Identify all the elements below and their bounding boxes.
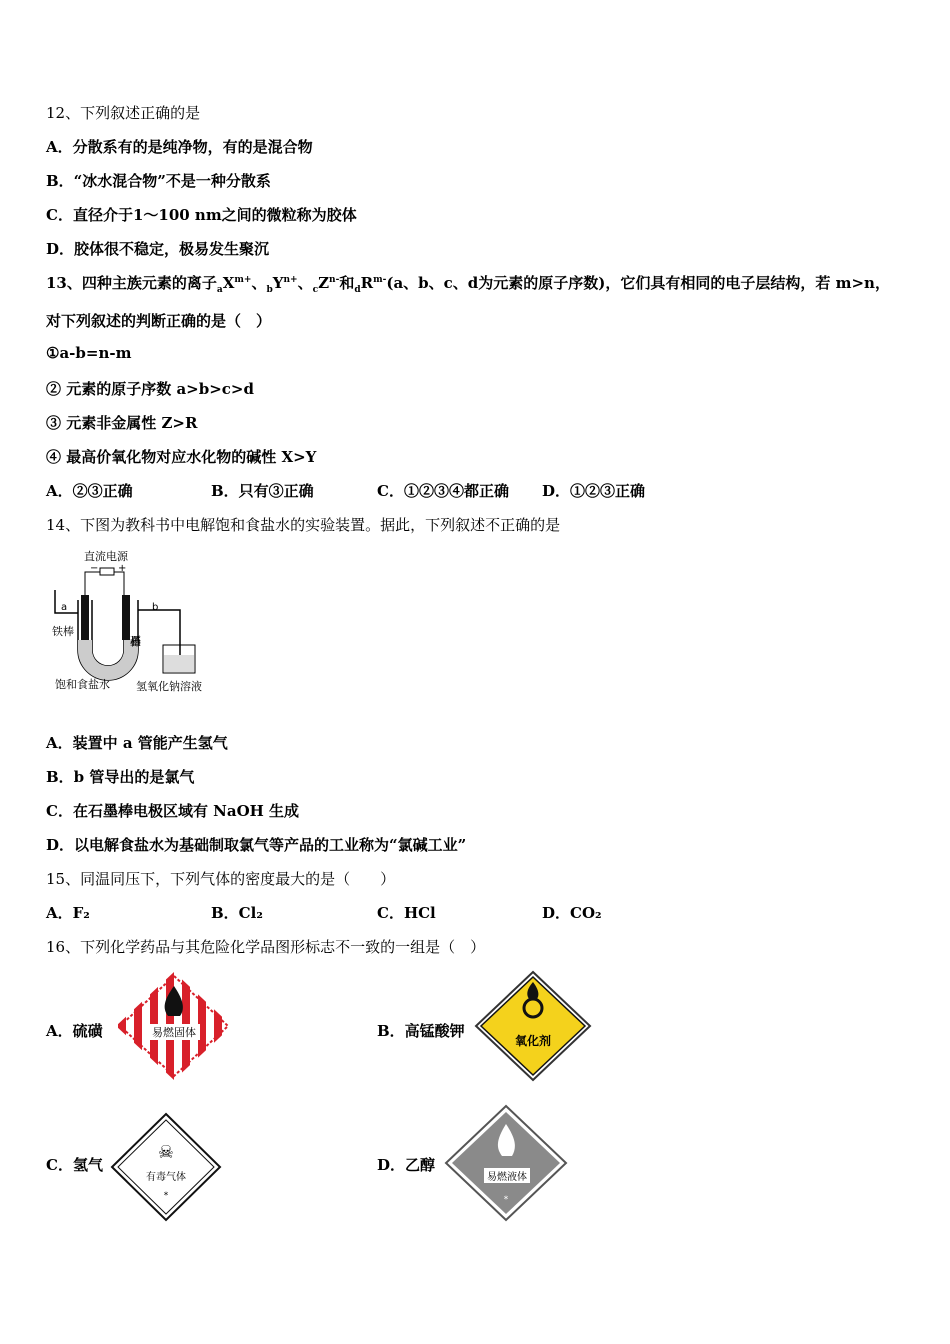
ion-sub: a	[216, 285, 223, 295]
ion-sub: d	[354, 285, 361, 295]
star-mark: *	[503, 1195, 509, 1205]
toxic-gas-sign	[108, 1110, 224, 1224]
ion-z: Z	[318, 274, 330, 292]
q15-option-a: A．F₂	[46, 904, 90, 922]
ion-sup: n+	[283, 275, 298, 285]
tube-b-label: b	[152, 602, 159, 613]
ion-sup: m+	[234, 275, 252, 285]
power-label: 直流电源	[84, 550, 128, 563]
plus-label: +	[118, 563, 127, 574]
sign-label: 氧化剂	[514, 1034, 552, 1048]
skull-icon: ☠	[157, 1142, 175, 1163]
q15-stem: 15、同温同压下，下列气体的密度最大的是（ ）	[46, 870, 396, 888]
ion-r: R	[360, 274, 374, 292]
q14-option-a: A．装置中 a 管能产生氢气	[46, 734, 228, 752]
q13-stem	[46, 272, 890, 295]
q12-stem: 12、下列叙述正确的是	[46, 104, 201, 122]
q14-option-c: C．在石墨棒电极区域有 NaOH 生成	[46, 802, 300, 820]
electrolysis-diagram	[40, 540, 230, 710]
graphite-rod-label: 石墨棒	[128, 635, 142, 647]
q13-line2: 对下列叙述的判断正确的是（ ）	[46, 312, 272, 330]
naoh-label: 氢氧化钠溶液	[136, 680, 202, 693]
flammable-liquid-sign	[442, 1102, 570, 1224]
q16-option-b: B．高锰酸钾	[377, 1022, 465, 1040]
q12-option-d: D．胶体很不稳定，极易发生聚沉	[46, 240, 270, 258]
iron-rod-label: 铁棒	[52, 625, 74, 638]
q12-option-b: B．“冰水混合物”不是一种分散系	[46, 172, 271, 190]
q14-stem: 14、下图为教科书中电解饱和食盐水的实验装置。据此，下列叙述不正确的是	[46, 516, 561, 534]
q12-option-a: A．分散系有的是纯净物，有的是混合物	[46, 138, 313, 156]
q15-option-b: B．Cl₂	[211, 904, 263, 922]
q13-statement-1: ①a-b=n-m	[46, 344, 132, 362]
star-mark: *	[163, 1191, 169, 1201]
brine-label: 饱和食盐水	[55, 678, 110, 691]
q16-option-a: A．硫磺	[46, 1022, 103, 1040]
sep: 和	[339, 274, 355, 292]
q15-option-d: D．CO₂	[542, 904, 602, 922]
q14-option-b: B．b 管导出的是氯气	[46, 768, 195, 786]
ion-sup: n-	[329, 275, 340, 285]
q16-stem: 16、下列化学药品与其危险化学品图形标志不一致的一组是（ ）	[46, 938, 486, 956]
q13-statement-3: ③ 元素非金属性 Z>R	[46, 414, 198, 432]
q13-rest: (a、b、c、d为元素的原子序数)，它们具有相同的电子层结构，若 m>n，	[386, 274, 890, 292]
q13-statement-4: ④ 最高价氧化物对应水化物的碱性 X>Y	[46, 448, 317, 466]
flammable-solid-sign	[112, 968, 236, 1084]
q15-option-c: C．HCl	[377, 904, 436, 922]
q16-option-d: D．乙醇	[377, 1156, 436, 1174]
ion-sup: m-	[373, 275, 387, 285]
q16-option-c: C．氢气	[46, 1156, 103, 1174]
sign-label: 有毒气体	[146, 1172, 186, 1183]
sign-label: 易燃液体	[487, 1172, 527, 1183]
ion-sub: b	[266, 285, 273, 295]
ion-y: Y	[272, 274, 284, 292]
ion-x: X	[222, 274, 235, 292]
q12-option-c: C．直径介于1～100 nm之间的微粒称为胶体	[46, 206, 357, 224]
ion-sub: c	[312, 285, 319, 295]
q13-num: 13、四种主族元素的离子	[46, 274, 217, 292]
q13-option-b: B．只有③正确	[211, 482, 314, 500]
oxidizer-sign	[472, 968, 594, 1084]
sep: 、	[251, 274, 267, 292]
q13-option-a: A．②③正确	[46, 482, 133, 500]
sep: 、	[297, 274, 313, 292]
sign-label: 易燃固体	[152, 1026, 196, 1039]
q14-option-d: D．以电解食盐水为基础制取氯气等产品的工业称为“氯碱工业”	[46, 836, 467, 854]
tube-a-label: a	[61, 602, 68, 613]
q13-option-d: D．①②③正确	[542, 482, 646, 500]
minus-label: −	[90, 563, 99, 574]
q13-option-c: C．①②③④都正确	[377, 482, 509, 500]
q13-statement-2: ② 元素的原子序数 a>b>c>d	[46, 380, 254, 398]
